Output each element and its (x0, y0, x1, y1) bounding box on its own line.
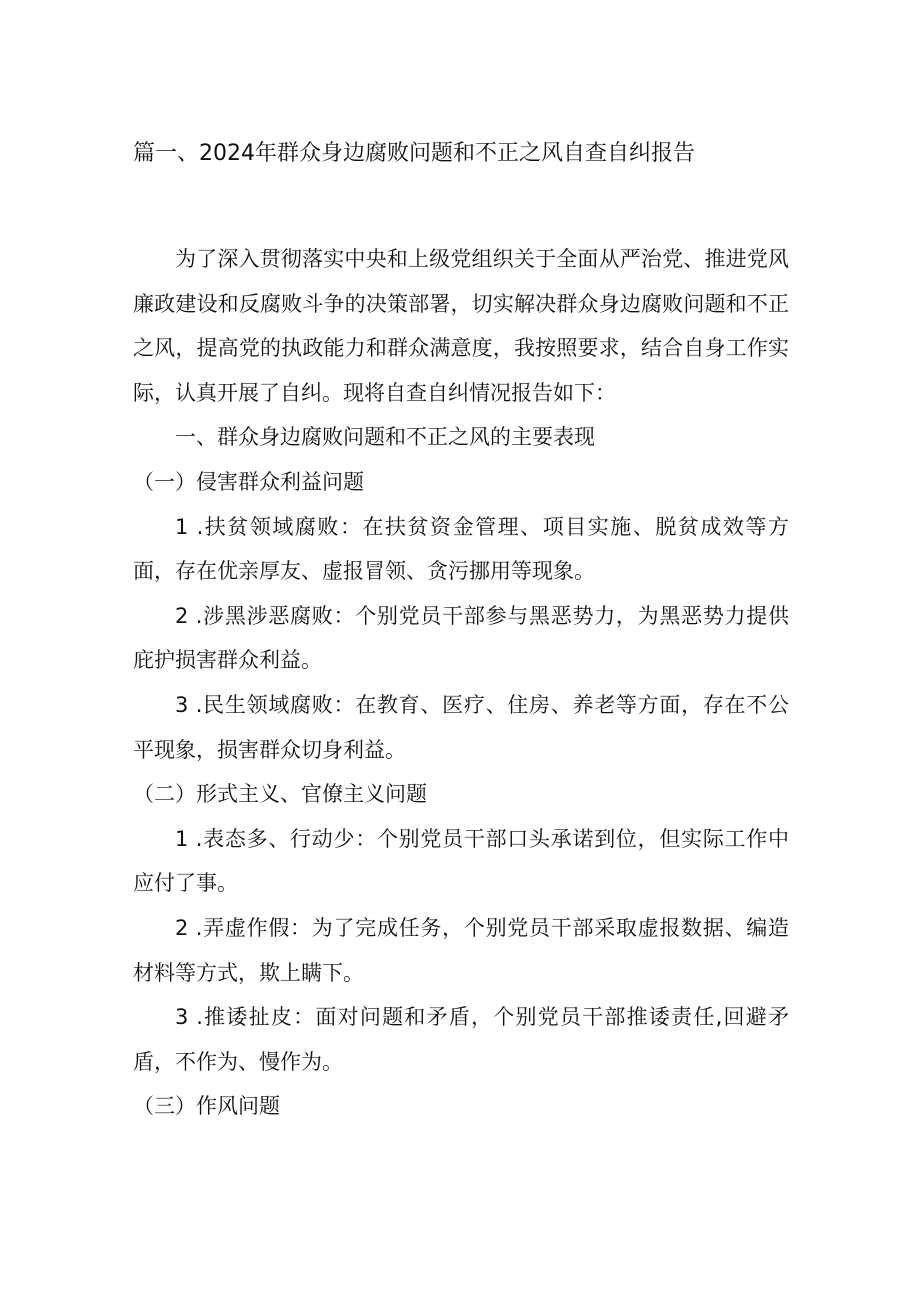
section-heading: 一、群众身边腐败问题和不正之风的主要表现 (175, 425, 595, 450)
list-item: 3 .民生领域腐败：在教育、医疗、住房、养老等方面，存在不公平现象，损害群众切身利益。 (133, 692, 789, 762)
document-body (133, 237, 789, 1129)
list-item: 2 .涉黑涉恶腐败：个别党员干部参与黑恶势力，为黑恶势力提供庇护损害群众利益。 (133, 603, 789, 673)
subsection-heading: （一）侵害群众利益问题 (133, 469, 364, 494)
list-item: 2 .弄虚作假：为了完成任务，个别党员干部采取虚报数据、编造材料等方式，欺上瞒下。 (133, 915, 789, 985)
subsection-heading: （三）作风问题 (133, 1094, 280, 1119)
list-item: 1 .表态多、行动少：个别党员干部口头承诺到位，但实际工作中应付了事。 (133, 826, 789, 896)
intro-paragraph: 为了深入贯彻落实中央和上级党组织关于全面从严治党、推进党风廉政建设和反腐败斗争的决策部署，切实解决群众身边腐败问题和不正之风，提高党的执政能力和群众满意度，我按照要求，结合自身工作实际，认真开展了自纠。现将自查自纠情况报告如下： (133, 247, 789, 405)
list-item: 1 .扶贫领域腐败：在扶贫资金管理、项目实施、脱贫成效等方面，存在优亲厚友、虚报冒领、贪污挪用等现象。 (133, 514, 789, 584)
subsection-heading: （二）形式主义、官僚主义问题 (133, 782, 427, 807)
document-title: 篇一、2024年群众身边腐败问题和不正之风自查自纠报告 (133, 141, 695, 166)
list-item: 3 .推诿扯皮：面对问题和矛盾，个别党员干部推诿责任,回避矛盾，不作为、慢作为。 (133, 1005, 789, 1074)
